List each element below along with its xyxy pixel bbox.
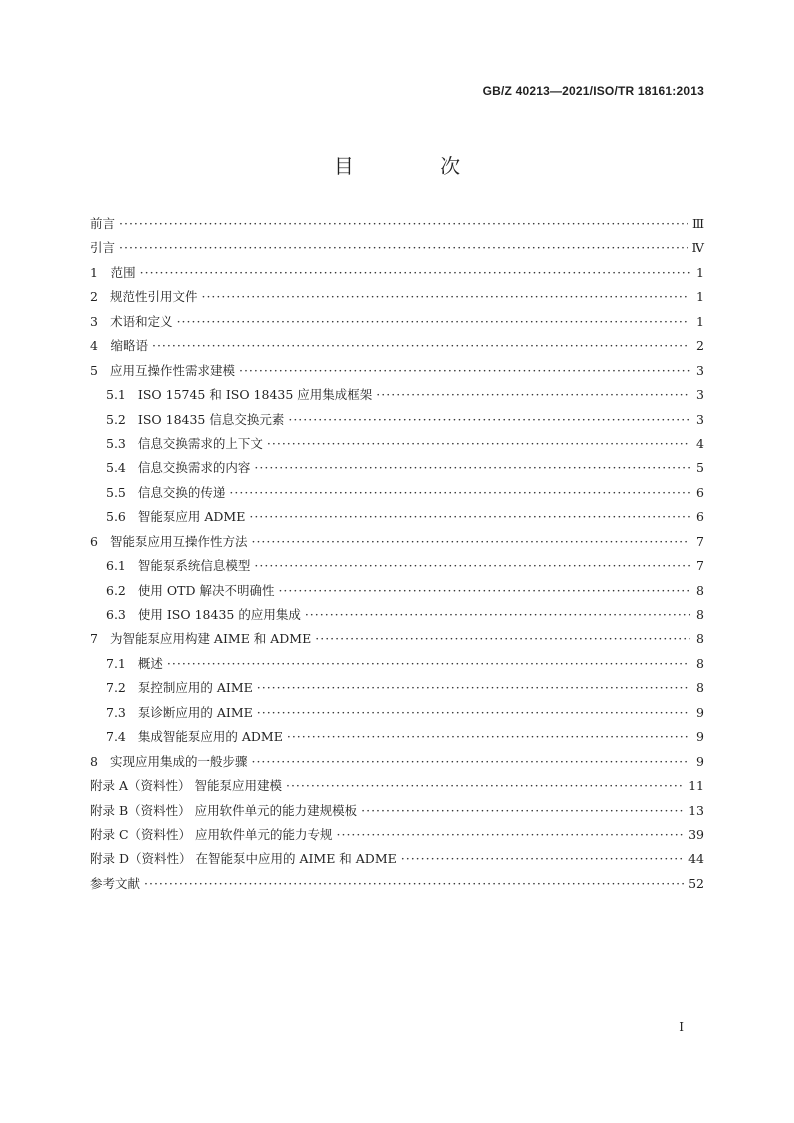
- toc-leader-dots: [267, 436, 690, 451]
- toc-leader-dots: [401, 851, 684, 866]
- toc-entry-page: 3: [696, 362, 704, 378]
- toc-entry-number: 7: [90, 631, 98, 647]
- toc-entry-page: 1: [696, 264, 704, 280]
- toc-entry-title: 使用 OTD 解决不明确性: [137, 582, 275, 598]
- toc-entry-title: 附录 B（资料性） 应用软件单元的能力建规模板: [90, 802, 358, 818]
- toc-entry-title: 缩略语: [110, 338, 148, 354]
- toc-entry-number: 5.3: [106, 435, 126, 451]
- toc-leader-dots: [376, 387, 690, 402]
- toc-entry-number: 3: [90, 313, 98, 329]
- toc-entry[interactable]: [90, 434, 704, 458]
- toc-entry-page: 9: [696, 704, 704, 720]
- toc-entry-title: 集成智能泵应用的 ADME: [137, 729, 283, 745]
- toc-entry-page: 5: [696, 460, 704, 476]
- toc-entry-title: 实现应用集成的一般步骤: [109, 753, 248, 769]
- toc-leader-dots: [305, 607, 690, 622]
- toc-entry-title: 术语和定义: [110, 313, 173, 329]
- toc-entry-page: 4: [696, 435, 704, 451]
- toc-entry-title: 智能泵应用互操作性方法: [109, 533, 248, 549]
- toc-leader-dots: [144, 876, 684, 891]
- toc-entry-page: 8: [696, 631, 704, 647]
- toc-entry-number: 6.3: [106, 607, 126, 622]
- toc-entry-page: 8: [696, 607, 704, 622]
- toc-entry[interactable]: [90, 287, 704, 311]
- toc-leader-dots: [257, 705, 690, 720]
- toc-entry-page: 9: [696, 729, 704, 745]
- toc-entry-number: 7.4: [106, 729, 126, 745]
- toc-entry-number: 5.4: [106, 460, 126, 476]
- toc-entry[interactable]: [90, 703, 704, 727]
- toc-entry[interactable]: [90, 410, 704, 434]
- toc-entry-page: 52: [688, 875, 704, 891]
- table-of-contents: [90, 214, 704, 898]
- toc-entry-number: 1: [90, 264, 98, 280]
- toc-entry-title: 引言: [90, 240, 116, 256]
- toc-entry-page: 44: [688, 851, 704, 867]
- toc-entry-number: 7.2: [106, 680, 126, 696]
- standard-number-header: GB/Z 40213—2021/ISO/TR 18161:2013: [482, 84, 704, 98]
- toc-leader-dots: [278, 583, 690, 598]
- toc-entry[interactable]: [90, 752, 704, 776]
- toc-entry-title: 概述: [137, 655, 163, 671]
- toc-entry[interactable]: [90, 605, 704, 629]
- toc-entry-number: 8: [90, 753, 98, 769]
- toc-entry[interactable]: [90, 336, 704, 360]
- toc-leader-dots: [286, 778, 684, 793]
- toc-leader-dots: [177, 314, 690, 329]
- toc-entry[interactable]: [90, 801, 704, 825]
- toc-entry[interactable]: [90, 483, 704, 507]
- toc-entry-title: 附录 A（资料性） 智能泵应用建模: [90, 778, 282, 794]
- toc-entry[interactable]: [90, 849, 704, 873]
- toc-entry-page: 1: [696, 289, 704, 305]
- toc-entry-title: 附录 C（资料性） 应用软件单元的能力专规: [90, 826, 333, 842]
- toc-leader-dots: [167, 656, 690, 671]
- page-title: 目 次: [333, 154, 501, 178]
- toc-entry-title: 泵诊断应用的 AIME: [137, 704, 253, 720]
- toc-entry-number: 5.1: [106, 387, 126, 403]
- toc-leader-dots: [119, 216, 688, 231]
- toc-entry-number: 2: [90, 289, 98, 305]
- toc-entry-page: 1: [696, 313, 704, 329]
- toc-leader-dots: [257, 680, 690, 695]
- toc-entry-title: 信息交换的传递: [137, 484, 226, 500]
- toc-entry[interactable]: [90, 458, 704, 482]
- toc-entry-title: ISO 15745 和 ISO 18435 应用集成框架: [137, 387, 373, 403]
- toc-entry[interactable]: [90, 629, 704, 653]
- toc-entry-page: 8: [696, 680, 704, 696]
- toc-leader-dots: [251, 534, 690, 549]
- page-number-footer: I: [679, 1020, 684, 1034]
- toc-entry-page: 3: [696, 411, 704, 427]
- toc-entry-title: 前言: [90, 216, 116, 231]
- toc-leader-dots: [152, 338, 690, 353]
- toc-entry[interactable]: [90, 678, 704, 702]
- toc-entry-page: 7: [696, 533, 704, 549]
- toc-entry-title: 参考文献: [90, 875, 141, 891]
- toc-leader-dots: [140, 265, 690, 280]
- toc-entry-number: 7.3: [106, 704, 126, 720]
- toc-entry[interactable]: [90, 312, 704, 336]
- toc-entry-page: Ⅲ: [691, 216, 704, 231]
- toc-entry-title: 信息交换需求的上下文: [137, 435, 263, 451]
- toc-entry-title: 使用 ISO 18435 的应用集成: [137, 607, 301, 622]
- toc-entry-title: 应用互操作性需求建模: [109, 362, 235, 378]
- toc-leader-dots: [361, 803, 684, 818]
- toc-entry-page: Ⅳ: [691, 240, 704, 256]
- toc-leader-dots: [287, 729, 690, 744]
- toc-entry-title: ISO 18435 信息交换元素: [137, 411, 285, 427]
- toc-entry[interactable]: [90, 556, 704, 580]
- toc-entry-page: 6: [696, 484, 704, 500]
- toc-entry-title: 智能泵系统信息模型: [137, 558, 251, 574]
- toc-entry-number: 6: [90, 533, 98, 549]
- toc-entry[interactable]: [90, 361, 704, 385]
- toc-entry-page: 39: [688, 826, 704, 842]
- toc-leader-dots: [315, 631, 690, 646]
- toc-entry-page: 13: [688, 802, 704, 818]
- toc-leader-dots: [251, 754, 690, 769]
- toc-leader-dots: [229, 485, 690, 500]
- toc-entry-title: 附录 D（资料性） 在智能泵中应用的 AIME 和 ADME: [90, 851, 397, 867]
- toc-entry-title: 范围: [110, 264, 136, 280]
- toc-entry-page: 11: [688, 778, 704, 794]
- toc-entry-number: 5: [90, 362, 98, 378]
- toc-entry-title: 为智能泵应用构建 AIME 和 ADME: [109, 631, 312, 647]
- toc-entry-number: 6.1: [106, 558, 126, 574]
- toc-leader-dots: [254, 558, 690, 573]
- toc-entry-page: 7: [696, 558, 704, 574]
- toc-entry-page: 8: [696, 582, 704, 598]
- toc-entry-page: 2: [696, 338, 704, 354]
- toc-entry[interactable]: [90, 385, 704, 409]
- toc-entry-page: 3: [696, 387, 704, 403]
- toc-leader-dots: [239, 363, 690, 378]
- toc-entry[interactable]: [90, 874, 704, 898]
- toc-leader-dots: [119, 240, 687, 255]
- toc-leader-dots: [249, 509, 690, 524]
- toc-entry[interactable]: [90, 532, 704, 556]
- toc-entry-page: 9: [696, 753, 704, 769]
- toc-entry[interactable]: [90, 507, 704, 531]
- toc-entry-title: 信息交换需求的内容: [137, 460, 251, 476]
- toc-entry-number: 7.1: [106, 655, 126, 671]
- toc-entry[interactable]: [90, 654, 704, 678]
- toc-entry-page: 8: [696, 655, 704, 671]
- toc-entry-number: 5.2: [106, 411, 126, 427]
- toc-leader-dots: [201, 289, 690, 304]
- toc-entry[interactable]: [90, 214, 704, 238]
- toc-entry[interactable]: [90, 238, 704, 262]
- toc-entry-number: 4: [90, 338, 98, 354]
- toc-entry-title: 智能泵应用 ADME: [137, 509, 246, 525]
- toc-leader-dots: [337, 827, 685, 842]
- toc-leader-dots: [288, 412, 690, 427]
- toc-entry-number: 5.6: [106, 509, 126, 525]
- toc-entry[interactable]: [90, 263, 704, 287]
- toc-entry-title: 规范性引用文件: [109, 289, 198, 305]
- toc-entry-number: 6.2: [106, 582, 126, 598]
- toc-entry[interactable]: [90, 727, 704, 751]
- toc-entry[interactable]: [90, 776, 704, 800]
- toc-entry-number: 5.5: [106, 484, 126, 500]
- toc-entry[interactable]: [90, 581, 704, 605]
- toc-entry-title: 泵控制应用的 AIME: [137, 680, 253, 696]
- toc-entry[interactable]: [90, 825, 704, 849]
- toc-leader-dots: [254, 460, 690, 475]
- toc-entry-page: 6: [696, 509, 704, 525]
